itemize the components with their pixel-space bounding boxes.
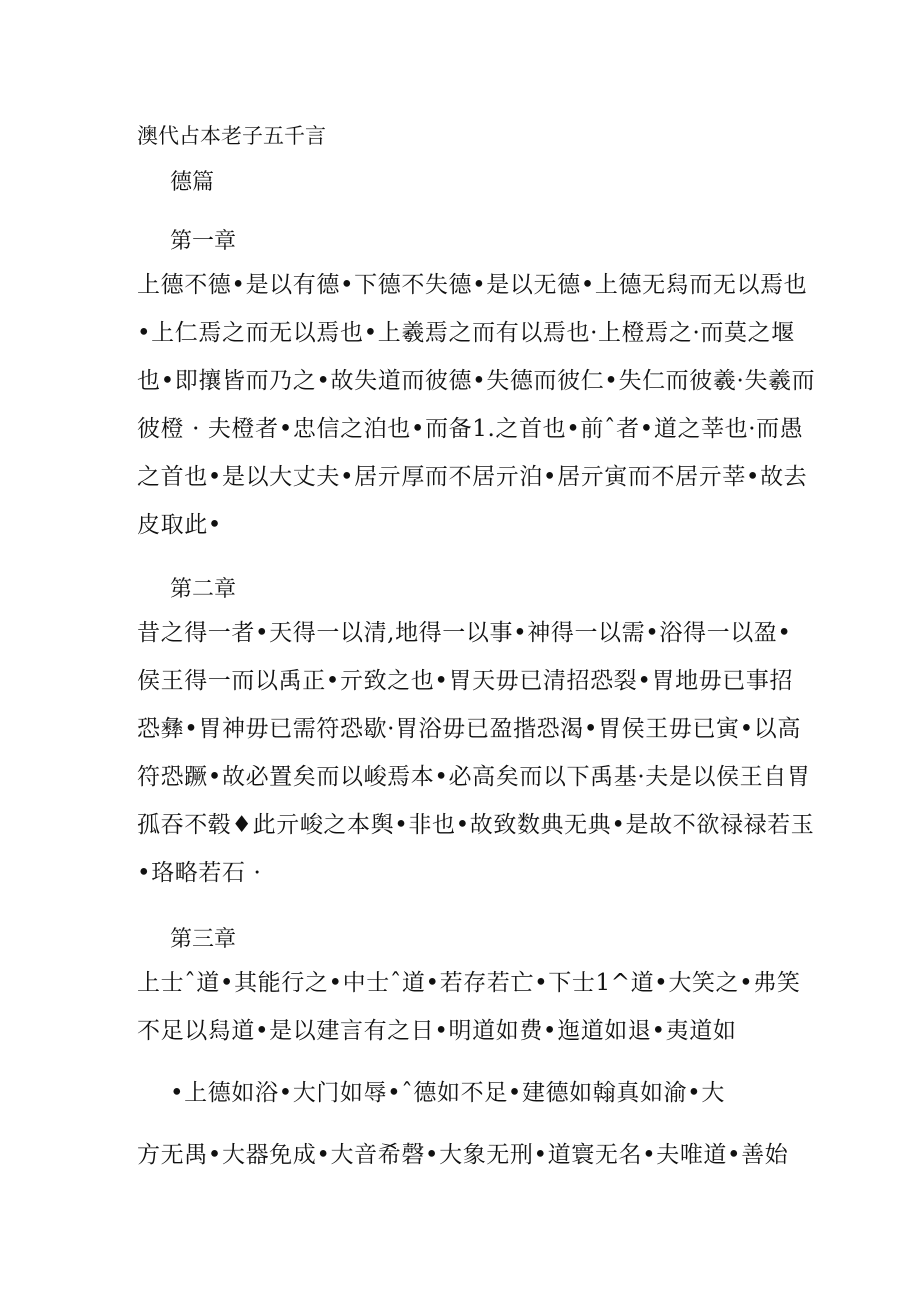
- text-line: 方无禺•大器免成•大音希磬•大象无刑•道寰无名•夫唯道•善始: [137, 1142, 789, 1168]
- text-line: 皮取此•: [137, 512, 222, 538]
- text-line: 彼橙 · 夫橙者•忠信之泊也•而备1.之首也•前ˆ者•道之莘也·而愚: [137, 416, 804, 442]
- text-line: 也•即攘皆而乃之•故失道而彼德•失德而彼仁•失仁而彼羲·失羲而: [137, 368, 816, 394]
- text-line: 不足以舄道•是以建言有之日•明道如费•迤道如退•夷道如: [137, 1018, 737, 1044]
- text-line: •珞略若石 ·: [137, 860, 262, 886]
- text-line: 恐彝•胃神毋已需符恐歇·胃浴毋已盈揩恐渴•胃侯王毋已寅•以高: [137, 716, 802, 742]
- chapter-heading: 第二章: [170, 577, 237, 602]
- text-line: 昔之得一者•天得一以清,地得一以事•神得一以需•浴得一以盈•: [137, 620, 792, 646]
- text-line: •上仁焉之而无以焉也•上羲焉之而有以焉也·上橙焉之·而莫之堰: [137, 320, 795, 346]
- chapter-heading: 第一章: [170, 229, 237, 254]
- text-line: 之首也•是以大丈夫•居亓厚而不居亓泊•居亓寅而不居亓莘•故去: [137, 464, 808, 490]
- chapter-body: [137, 618, 815, 906]
- chapter-heading: 第三章: [170, 927, 237, 952]
- section-title: 德篇: [170, 170, 215, 195]
- chapter-body: [137, 270, 816, 558]
- text-line: 孤吞不毂♦此亓峻之本舆•非也•故致数典无典•是故不欲禄禄若玉: [137, 812, 815, 838]
- chapter-body: [137, 968, 801, 1188]
- text-line: 上士ˆ道•其能行之•中士ˆ道•若存若亡•下士1^道•大笑之•弗笑: [137, 970, 801, 996]
- text-line: 侯王得一而以禹正•亓致之也•胃天毋已清招恐裂•胃地毋已事招: [137, 668, 794, 694]
- text-line: •上德如浴•大门如辱•ˆ德如不足•建德如翰真如渝•大: [170, 1080, 725, 1106]
- text-line: 上德不德•是以有德•下德不失德•是以无德•上德无舄而无以焉也: [137, 272, 808, 298]
- document-title: 澳代占本老子五千言: [137, 124, 326, 148]
- text-line: 符恐蹶•故必置矣而以峻焉本•必高矣而以下禹基·夫是以侯王自胃: [137, 764, 811, 790]
